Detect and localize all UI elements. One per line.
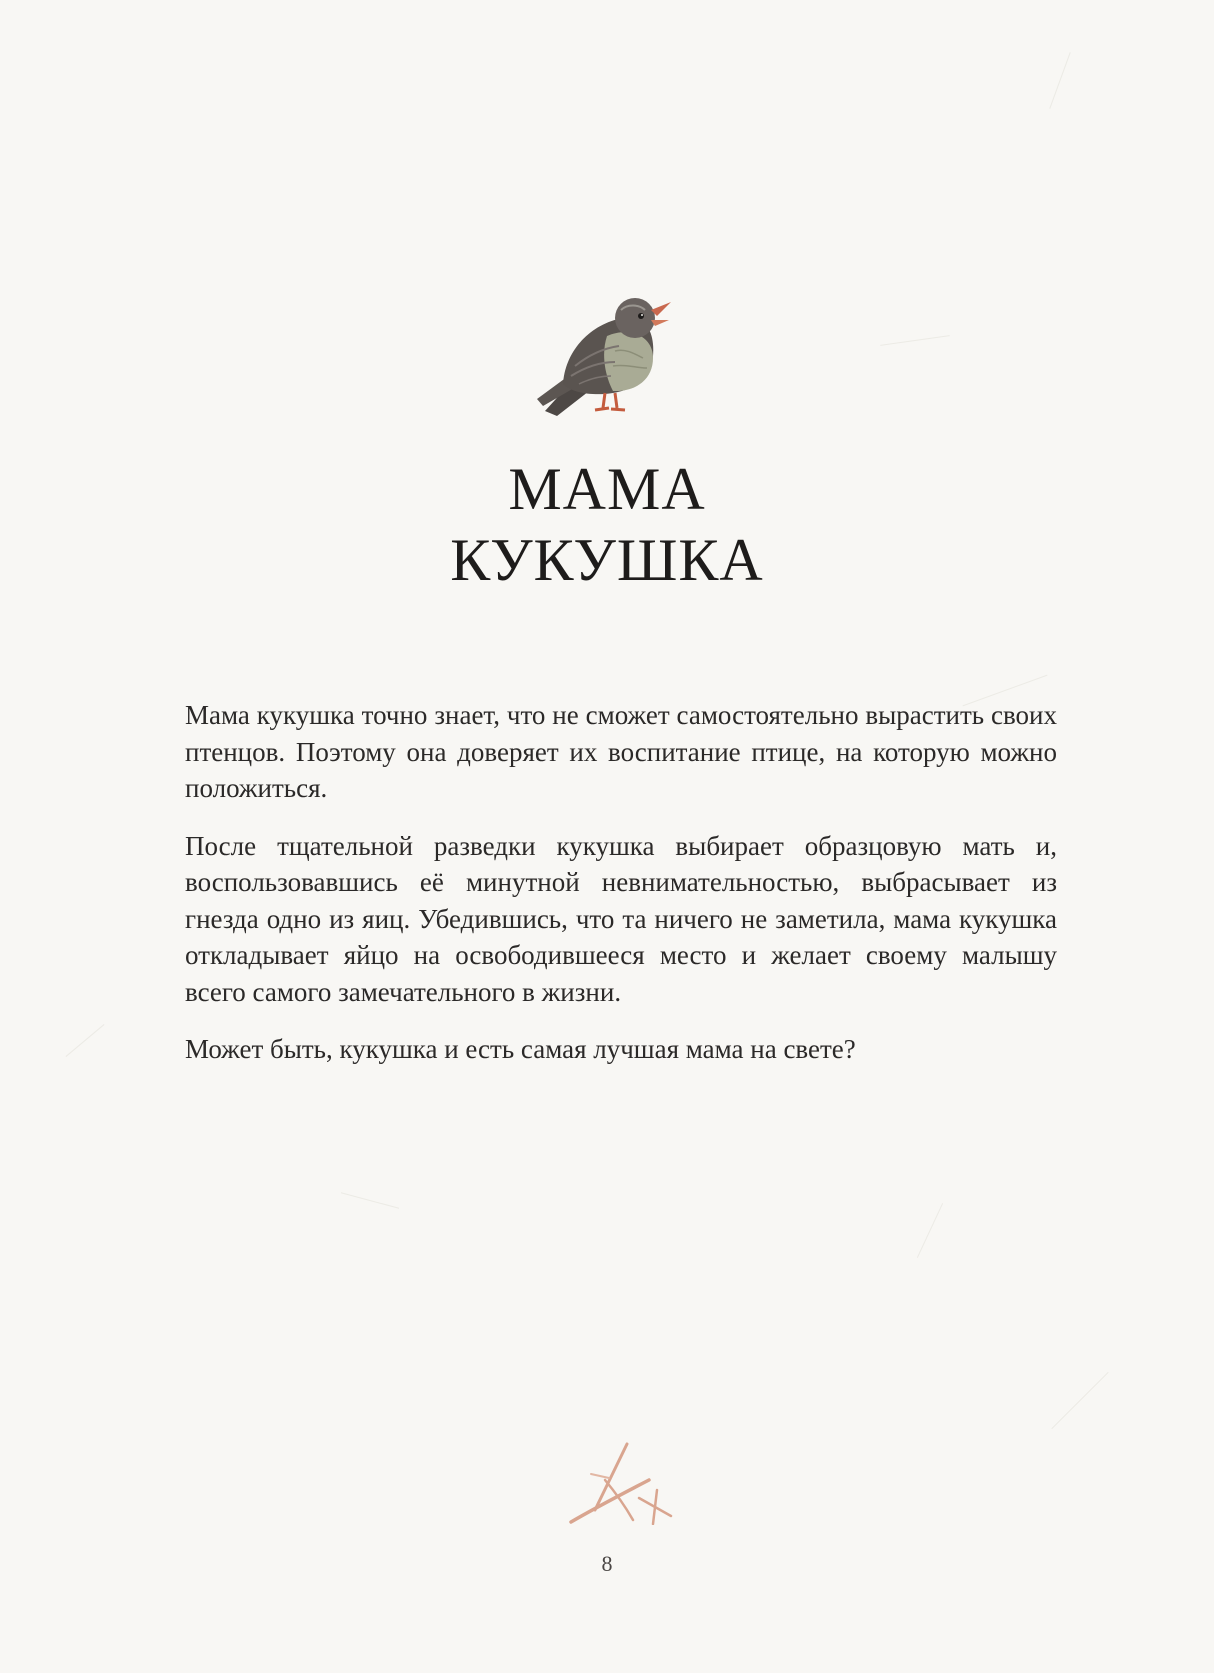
title-line-1: МАМА	[508, 456, 706, 522]
paper-fiber	[880, 335, 949, 346]
paper-fiber	[66, 1024, 105, 1057]
paper-fiber	[1051, 1372, 1108, 1429]
body-text	[185, 697, 1057, 1089]
paragraph-1: Мама кукушка точно знает, что не сможет самостоятельно вырастить своих птенцов. Поэтому она доверяет их воспитание птице, на которую можно положиться.	[185, 700, 1057, 803]
cuckoo-bird-icon	[535, 296, 685, 426]
paper-fiber	[341, 1192, 399, 1208]
title-line-2: КУКУШКА	[450, 527, 764, 593]
paper-fiber	[917, 1203, 943, 1258]
ornament-sticks-icon	[565, 1440, 675, 1525]
paragraph-3: Может быть, кукушка и есть самая лучшая мама на свете?	[185, 1034, 856, 1064]
paragraph-2: После тщательной разведки кукушка выбирает образцовую мать и, воспользовавшись её минутной невнимательностью, выбрасывает из гнезда одно из яиц. Убедившись, что та ничего не заметила, мама кукушка откладывает яйцо на освободившееся место и желает своему малышу всего самого замечательного в жизни.	[185, 830, 1057, 1007]
page-number: 8	[601, 1551, 613, 1576]
paper-fiber	[1049, 52, 1070, 109]
